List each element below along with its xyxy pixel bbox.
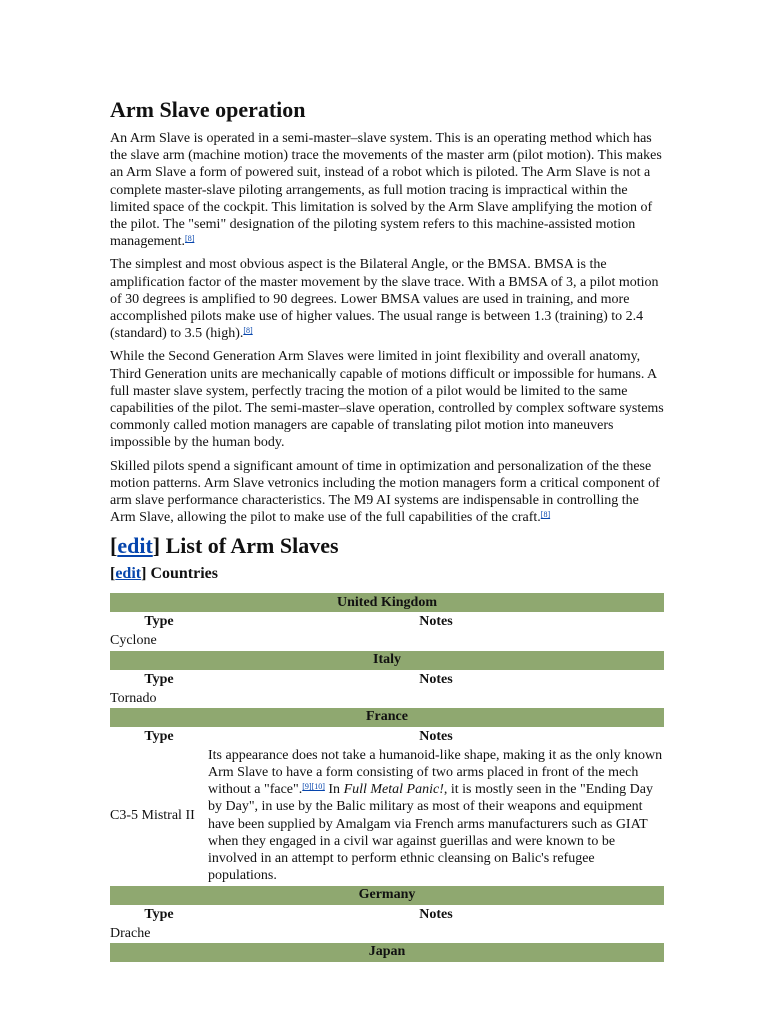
table-cell-notes bbox=[208, 632, 664, 649]
citation-9-10[interactable]: [9][10] bbox=[302, 782, 325, 792]
column-header-notes: Notes bbox=[419, 671, 453, 687]
arm-slaves-table bbox=[110, 592, 664, 962]
table-cell-type: C3-5 Mistral II bbox=[110, 808, 195, 824]
citation-8[interactable]: [8] bbox=[540, 510, 551, 520]
table-cell-type: Drache bbox=[110, 925, 151, 941]
paragraph-2: The simplest and most obvious aspect is the Bilateral Angle, or the BMSA. BMSA is the amplification factor of the master movement by the slave trace. With a BMSA of 3, a pilot motion of 30 degrees is amplified to 90 degrees. Lower BMSA values are used in training, and more accomplished pilots make use of higher values. The usual range is between 1.3 (training) to 2.4 (standard) to 3.5 (high).[8] bbox=[110, 257, 659, 342]
citation-8[interactable]: [8] bbox=[243, 326, 253, 336]
paragraph-4: Skilled pilots spend a significant amount of time in optimization and personalization of the these motion patterns. Arm Slave vetronics including the motion managers form a critical component of arm slave performance characteristics. The M9 AI systems are indispensable in controlling the Arm Slave, allowing the pilot to make use of the full capabilities of the craft.[8] bbox=[110, 458, 660, 526]
column-header-type: Type bbox=[144, 614, 174, 630]
country-header-france: France bbox=[110, 708, 664, 727]
paragraph-3: While the Second Generation Arm Slaves were limited in joint flexibility and overall anatomy, Third Generation units are mechanically capable of motions difficult or impossible for humans. A full master slave system, perfectly tracing the motion of a pilot would be limited to the same capabilities of the pilot. The semi-master–slave operation, controlled by complex software systems commonly called motion managers are capable of translating pilot motion into maneuvers impossible by the human body. bbox=[110, 349, 664, 451]
column-header-type: Type bbox=[144, 906, 174, 922]
column-header-notes: Notes bbox=[419, 728, 453, 744]
edit-link[interactable]: edit bbox=[115, 565, 142, 583]
table-cell-notes bbox=[208, 690, 664, 707]
paragraph-1: An Arm Slave is operated in a semi-master–slave system. This is an operating method which has the slave arm (machine motion) trace the movements of the master arm (pilot motion). This makes an Arm Slave a form of powered suit, instead of a robot which is piloted. The Arm Slave is not a complete master-slave piloting arrangements, as full motion tracing is impractical within the limited space of the cockpit. This limitation is solved by the Arm Slave amplifying the motion of the pilot. The "semi" designation of the piloting system refers to this machine-assisted motion management.[8] bbox=[110, 131, 662, 250]
column-header-type: Type bbox=[144, 728, 174, 744]
section-title: Arm Slave operation bbox=[110, 97, 306, 122]
country-header-uk: United Kingdom bbox=[110, 593, 664, 612]
country-header-japan: Japan bbox=[110, 943, 664, 962]
table-cell-type: Cyclone bbox=[110, 633, 157, 649]
citation-8[interactable]: [8] bbox=[185, 234, 195, 244]
table-cell-notes: Its appearance does not take a humanoid-like shape, making it as the only known Arm Slave to have a form consisting of two arms placed in front of the mech without a "face".[9][10] In Full Metal Panic!, it is mostly seen in the "Ending Day by Day", in use by the Balic military as most of their weapons and equipment have been supplied by Amalgam via French arms manufacturers such as GIAT when they engaged in a civil war against guerillas and were known to be involved in an attempt to perform ethnic cleansing on Balic's refugee populations. bbox=[208, 747, 663, 884]
country-header-italy: Italy bbox=[110, 651, 664, 670]
column-header-notes: Notes bbox=[419, 906, 453, 922]
column-header-type: Type bbox=[144, 671, 174, 687]
table-cell-notes bbox=[208, 925, 664, 942]
column-header-notes: Notes bbox=[419, 614, 453, 630]
country-header-germany: Germany bbox=[110, 886, 664, 905]
list-heading: [edit] List of Arm Slaves bbox=[110, 533, 339, 559]
article-body bbox=[110, 96, 664, 963]
italic-title: Full Metal Panic! bbox=[343, 782, 444, 798]
countries-heading: [edit] Countries bbox=[110, 565, 218, 583]
edit-link[interactable]: edit bbox=[117, 533, 153, 559]
table-cell-type: Tornado bbox=[110, 690, 157, 706]
